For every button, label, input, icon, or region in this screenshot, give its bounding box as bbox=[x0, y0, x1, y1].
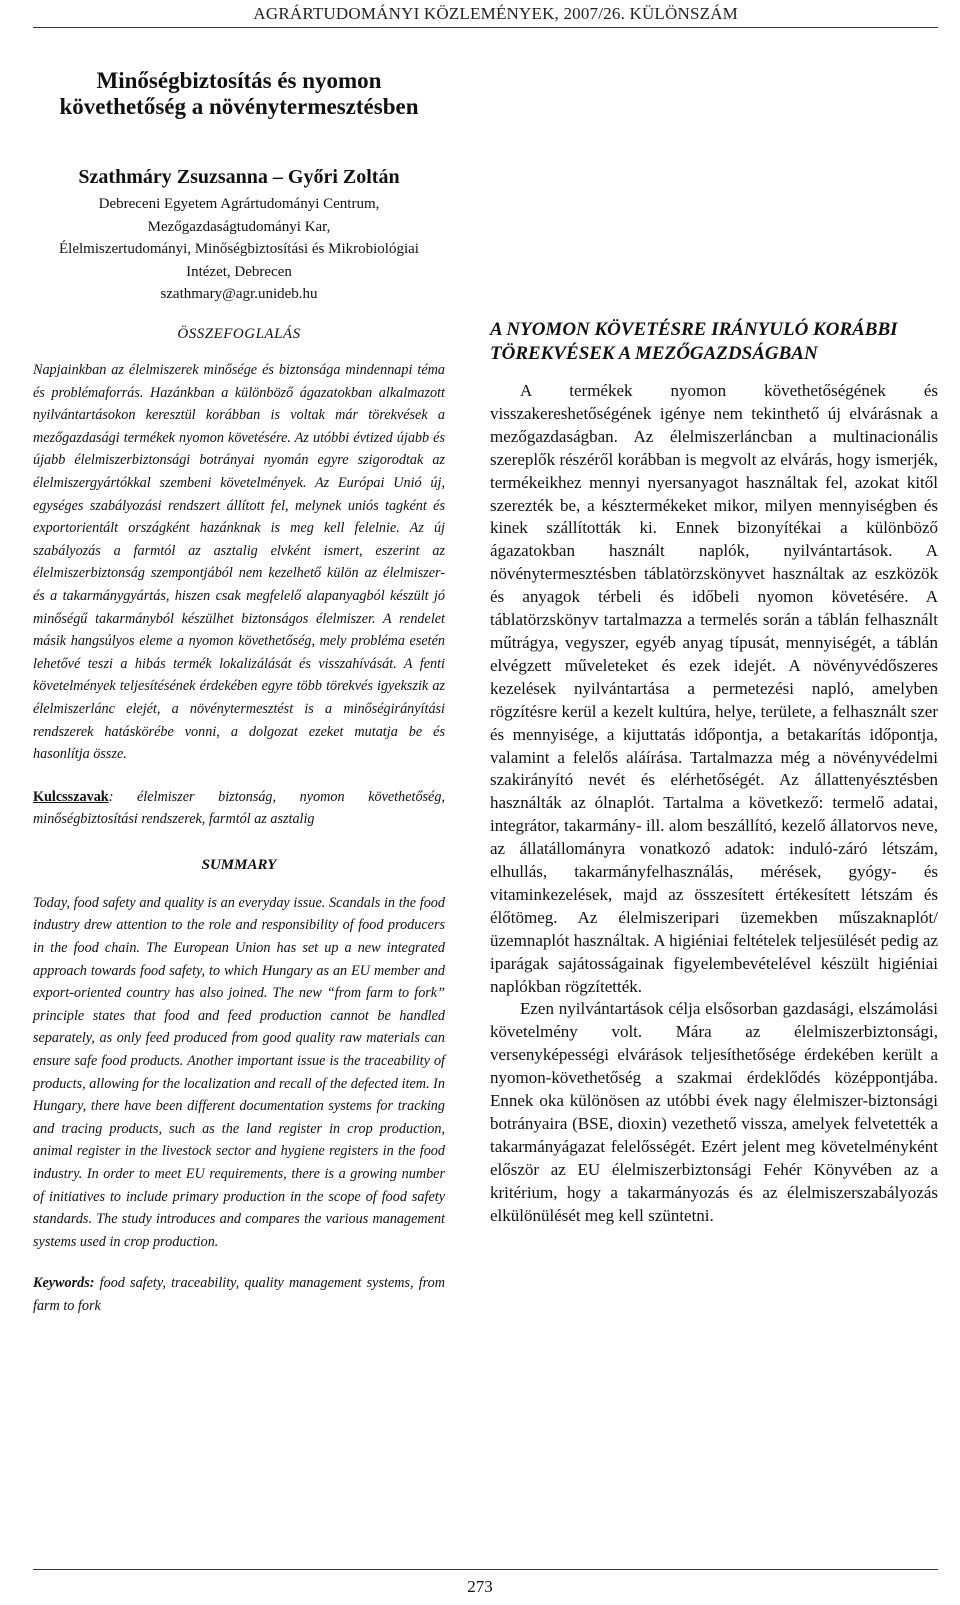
keywords-hu-text: : élelmiszer biztonság, nyomon követhetőség, minőségbiztosítási rendszerek, farmtól az asztalig bbox=[33, 788, 445, 828]
header-divider bbox=[33, 27, 938, 28]
right-column bbox=[490, 318, 938, 1228]
abstract-hu-heading: ÖSSZEFOGLALÁS bbox=[177, 326, 301, 342]
abstract-hu-text: Napjainkban az élelmiszerek minősége és biztonsága mindennapi téma és problémaforrás. Hazánkban a különböző ágazatokban alkalmazott nyilvántartásokon keresztül korábban is voltak már törekvések a mezőgazdasági termékek nyomon követésére. Az utóbbi évtized újabb és újabb élelmiszerbiztonsági botrányai nyomán egyre szigorodtak az élelmiszergyártókkal szembeni követelmények. Az Európai Unió új, egységes szabályozási rendszert állított fel, melynek uniós tagként és exportorientált országként hazánknak is meg kell felelnie. Az új szabályozás a farmtól az asztalig elvként ismert, eszerint az élelmiszerbiztonság szempontjából nem kezelhető külön az élelmiszer- és a takarmánygyártás, hiszen csak megfelelő alapanyagból készült jó minőségű takarmányból készülhet biztonságos élelmiszer. A rendelet másik hangsúlyos eleme a nyomon követhetőség, mely probléma esetén lehetővé teszi a hibás termék lokalizálását és visszahívását. A fenti követelmények teljesítésének érdekében egyre több törekvés igyekszik az élelmiszerlánc elejét, a növénytermesztést is a minőségirányítási rendszerek hatáskörébe vonni, a dolgozat ezeket mutatja be és hasonlítja össze. bbox=[33, 362, 445, 763]
keywords-hu bbox=[33, 786, 445, 831]
keywords-en bbox=[33, 1272, 445, 1317]
footer-divider bbox=[33, 1569, 938, 1570]
left-column bbox=[33, 326, 445, 1318]
summary-text: Today, food safety and quality is an everyday issue. Scandals in the food industry drew attention to the role and responsibility of food producers in the food chain. The European Union has set up a new integrated approach towards food safety, to which Hungary as an EU member and export-oriented country has also joined. The new “from farm to fork” principle states that food and feed production cannot be handled separately, as only feed produced from good quality raw materials can ensure safe food products. Another important issue is the traceability of products, allowing for the localization and recall of the defected item. In Hungary, there have been different documentation systems for tracking and tracing products, such as the land register in crop production, animal register in the livestock sector and hygiene registers in the food industry. In order to meet EU requirements, there is a growing number of initiatives to include primary production in the scope of food safety standards. The study introduces and compares the various management systems used in crop production. bbox=[33, 894, 445, 1250]
section-heading: A NYOMON KÖVETÉSRE IRÁNYULÓ KORÁBBI TÖREKVÉSEK A MEZŐGAZDSÁGBAN bbox=[490, 319, 898, 364]
affiliation-line: Mezőgazdaságtudományi Kar, bbox=[147, 218, 331, 235]
body-paragraph: Ezen nyilvántartások célja elsősorban gazdasági, elszámolási követelmény volt. Mára az élelmiszerbiztonsági, versenyképességi elvárások teljesíthetősége érdekében került a nyomon-követhetőség a szakmai érdeklődés középpontjába. Ennek oka különösen az utóbbi évek nagy élelmiszer-biztonsági botrányaira (BSE, dioxin) vezethető vissza, amelyek felvetették a takarmányágazat felelősségét. Ezért jelent meg követelményként először az EU élelmiszerbiztonsági Fehér Könyvében az a kritérium, hogy a takarmányozás és az élelmiszerszabályozás elkülönülését meg kell szüntetni. bbox=[490, 999, 938, 1225]
article-authors: Szathmáry Zsuzsanna – Győri Zoltán bbox=[78, 166, 400, 188]
article-title: Minőségbiztosítás és nyomon követhetőség a növénytermesztésben bbox=[59, 68, 419, 119]
affiliation-line: Debreceni Egyetem Agrártudományi Centrum, bbox=[98, 196, 380, 212]
author-email: szathmary@agr.unideb.hu bbox=[160, 286, 318, 302]
affiliation-line: Intézet, Debrecen bbox=[186, 263, 292, 280]
summary-heading: SUMMARY bbox=[201, 856, 277, 873]
running-header: AGRÁRTUDOMÁNYI KÖZLEMÉNYEK, 2007/26. KÜLÖNSZÁM bbox=[253, 4, 738, 23]
affiliation-line: Élelmiszertudományi, Minőségbiztosítási és Mikrobiológiai bbox=[59, 241, 419, 257]
keywords-en-text: food safety, traceability, quality management systems, from farm to fork bbox=[33, 1275, 445, 1314]
body-paragraph: A termékek nyomon követhetőségének és visszakereshetőségének igénye nem tekinthető új elvárásnak a mezőgazdaságban. Az élelmiszerláncban a multinacionális szereplők részéről korábban is megvolt az elvárás, hogy ismerjék, termékeikhez mennyi nyersanyagot használtak fel, azokat kitől szerezték be, a késztermékeket mikor, milyen mennyiségben és kinek szállították ki. Ennek bizonyítékai a különböző ágazatokban használt naplók, nyilvántartások. A növénytermesztésben táblatörzskönyvet használtak az eszközök és anyagok térbeli és időbeli nyomon követésére. A táblatörzskönyv tartalmazza a termelés során a táblán felhasznált műtrágya, vegyszer, egyéb anyag típusát, mennyiségét, a táblán elvégzett műveleteket és ezek idejét. A növényvédőszeres kezelések nyilvántartása a permetezési napló, amelyben rögzítésre kerül a kezelt kultúra, helye, területe, a felhasznált szer és mennyisége, a kijuttatás időpontja, a betakarítás időpontja, valamint a felelős aláírása. Tartalmazza még a növényvédelmi szakirányító nevét és elérhetőségét. Az állattenyésztésben használták az ólnaplót. Tartalma a következő: termelő adatai, integrátor, takarmány- ill. alom beszállító, kezelő állatorvos neve, az állatállományra vonatkozó adatok: induló-záró létszám, elhullás, takarmányfelhasználás, mérések, gyógy- és vitaminkezelések, majd az összesített értékesített létszám és élőtömeg. Az élelmiszeripari üzemekben műszaknaplót/üzemnaplót használtak. A higiéniai feltételek teljesülését pedig az iparágak sajátosságainak figyelembevételével készült higiéniai naplókban rögzítették. bbox=[490, 381, 938, 996]
page-number: 273 bbox=[467, 1577, 493, 1596]
keywords-hu-label: Kulcsszavak bbox=[33, 788, 109, 805]
title-block bbox=[33, 68, 445, 306]
keywords-en-label: Keywords: bbox=[33, 1275, 95, 1292]
